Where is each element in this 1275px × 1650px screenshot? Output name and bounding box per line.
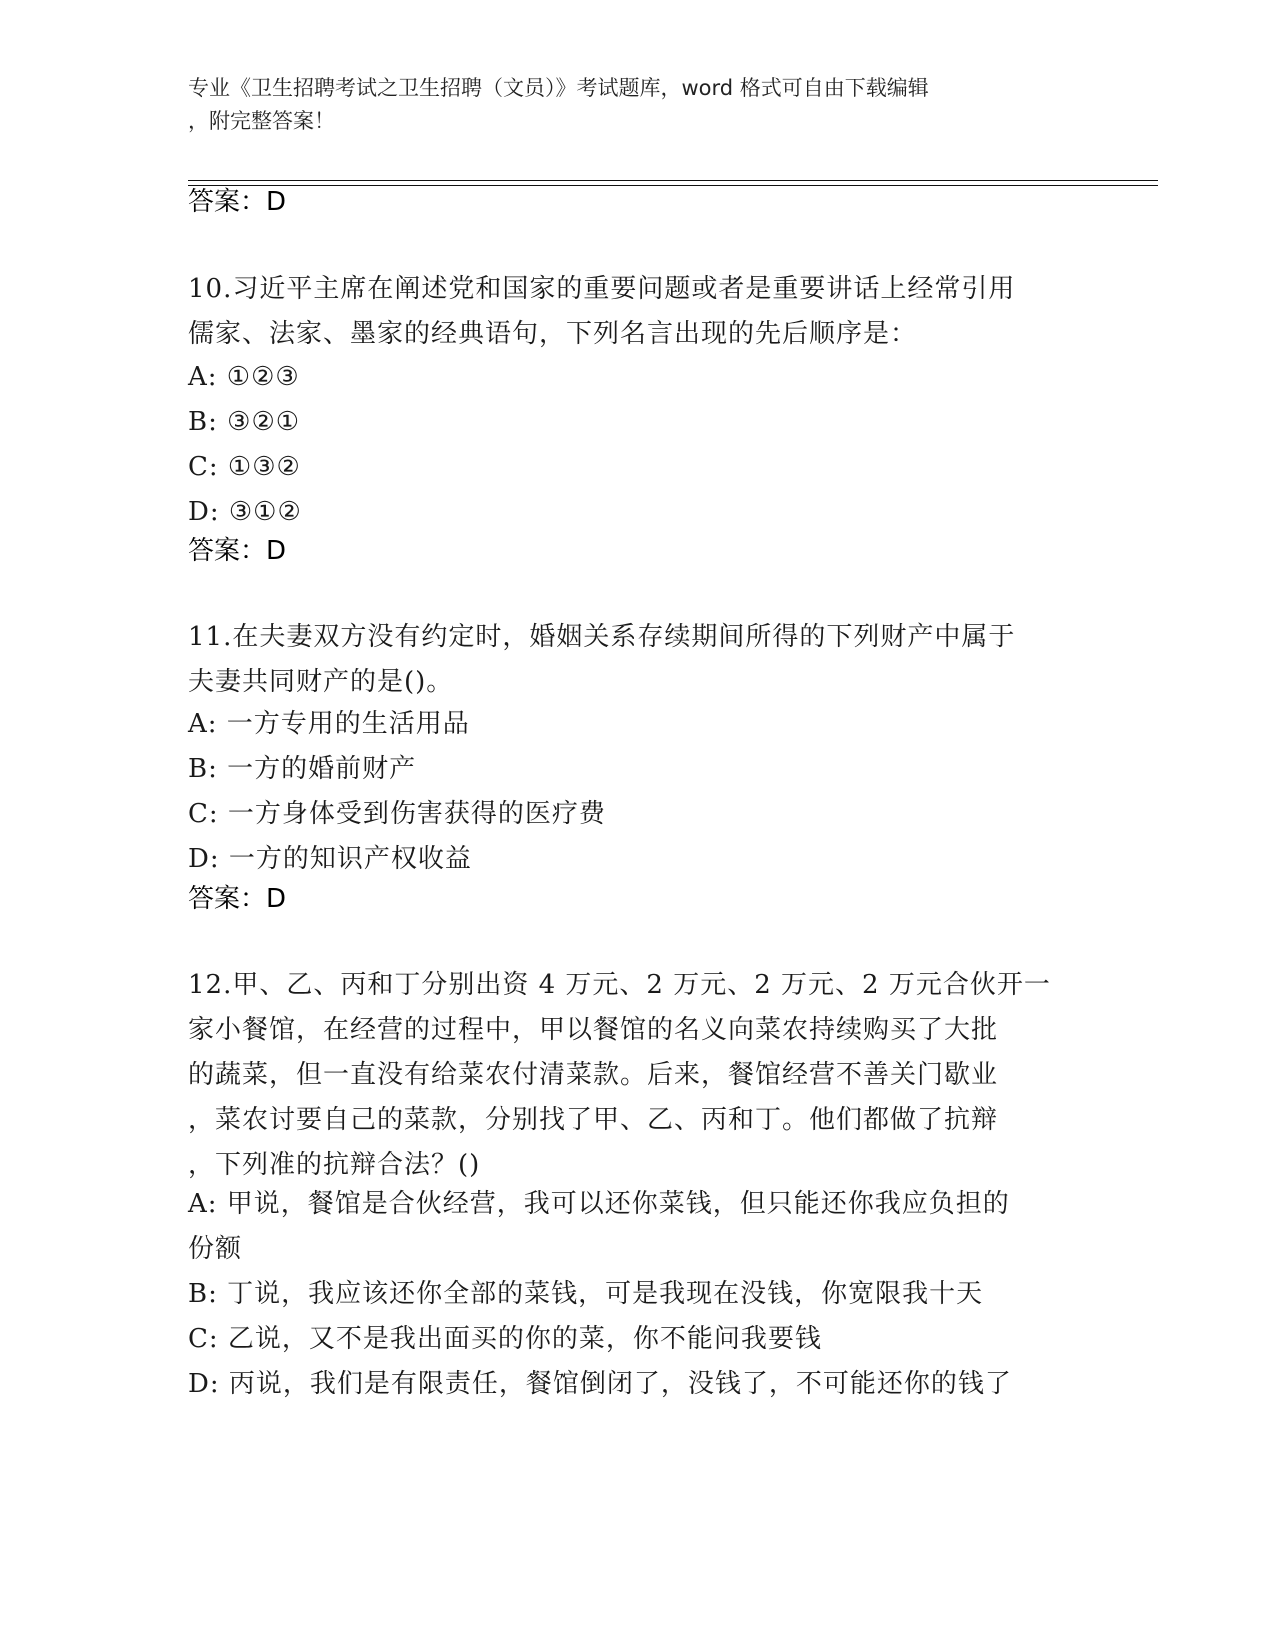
- question-12-line-1: 12.甲、乙、丙和丁分别出资 4 万元、2 万元、2 万元、2 万元合伙开一: [188, 970, 1051, 1000]
- answer-label-prev: 答案：D: [188, 187, 287, 217]
- question-11: [188, 615, 1088, 705]
- question-11-line-1: 11.在夫妻双方没有约定时，婚姻关系存续期间所得的下列财产中属于: [188, 622, 1016, 652]
- question-10-line-2: 儒家、法家、墨家的经典语句，下列名言出现的先后顺序是：: [188, 319, 918, 349]
- header-line-1: 专业《卫生招聘考试之卫生招聘（文员）》考试题库，word 格式可自由下载编辑: [188, 76, 929, 100]
- header-divider-bottom: [188, 185, 1158, 186]
- question-12-option-a: A: 甲说，餐馆是合伙经营，我可以还你菜钱，但只能还你我应负担的: [188, 1189, 1010, 1219]
- question-12-line-3: 的蔬菜，但一直没有给菜农付清菜款。后来，餐馆经营不善关门歇业: [188, 1060, 999, 1090]
- question-12: [188, 963, 1088, 1188]
- question-12-option-a-cont: 份额: [188, 1234, 243, 1264]
- question-11-option-c: C: 一方身体受到伤害获得的医疗费: [188, 799, 606, 829]
- document-header: [188, 72, 1088, 138]
- question-11-line-2: 夫妻共同财产的是()。: [188, 667, 454, 697]
- question-10-option-c: C: ①③②: [188, 452, 301, 482]
- question-10-option-a: A: ①②③: [188, 362, 300, 392]
- question-10: [188, 267, 1088, 357]
- question-10-line-1: 10.习近平主席在阐述党和国家的重要问题或者是重要讲话上经常引用: [188, 274, 1016, 304]
- question-10-options: [188, 355, 1088, 535]
- question-12-line-5: ，下列准的抗辩合法？(): [188, 1150, 481, 1180]
- question-11-option-b: B: 一方的婚前财产: [188, 754, 417, 784]
- question-10-option-b: B: ③②①: [188, 407, 301, 437]
- question-11-option-d: D: 一方的知识产权收益: [188, 844, 472, 874]
- question-12-line-2: 家小餐馆，在经营的过程中，甲以餐馆的名义向菜农持续购买了大批: [188, 1015, 999, 1045]
- question-12-option-b: B: 丁说，我应该还你全部的菜钱，可是我现在没钱，你宽限我十天: [188, 1279, 984, 1309]
- header-divider-top: [188, 180, 1158, 181]
- question-10-option-d: D: ③①②: [188, 497, 302, 527]
- question-12-options: [188, 1182, 1088, 1407]
- question-11-answer: 答案：D: [188, 884, 287, 914]
- question-11-option-a: A: 一方专用的生活用品: [188, 709, 470, 739]
- question-12-line-4: ，菜农讨要自己的菜款，分别找了甲、乙、丙和丁。他们都做了抗辩: [188, 1105, 999, 1135]
- question-12-option-c: C: 乙说，又不是我出面买的你的菜，你不能问我要钱: [188, 1324, 822, 1354]
- question-12-option-d: D: 丙说，我们是有限责任，餐馆倒闭了，没钱了，不可能还你的钱了: [188, 1369, 1012, 1399]
- header-line-2: ，附完整答案！: [188, 109, 335, 133]
- question-10-answer: 答案：D: [188, 536, 287, 566]
- question-11-options: [188, 702, 1088, 882]
